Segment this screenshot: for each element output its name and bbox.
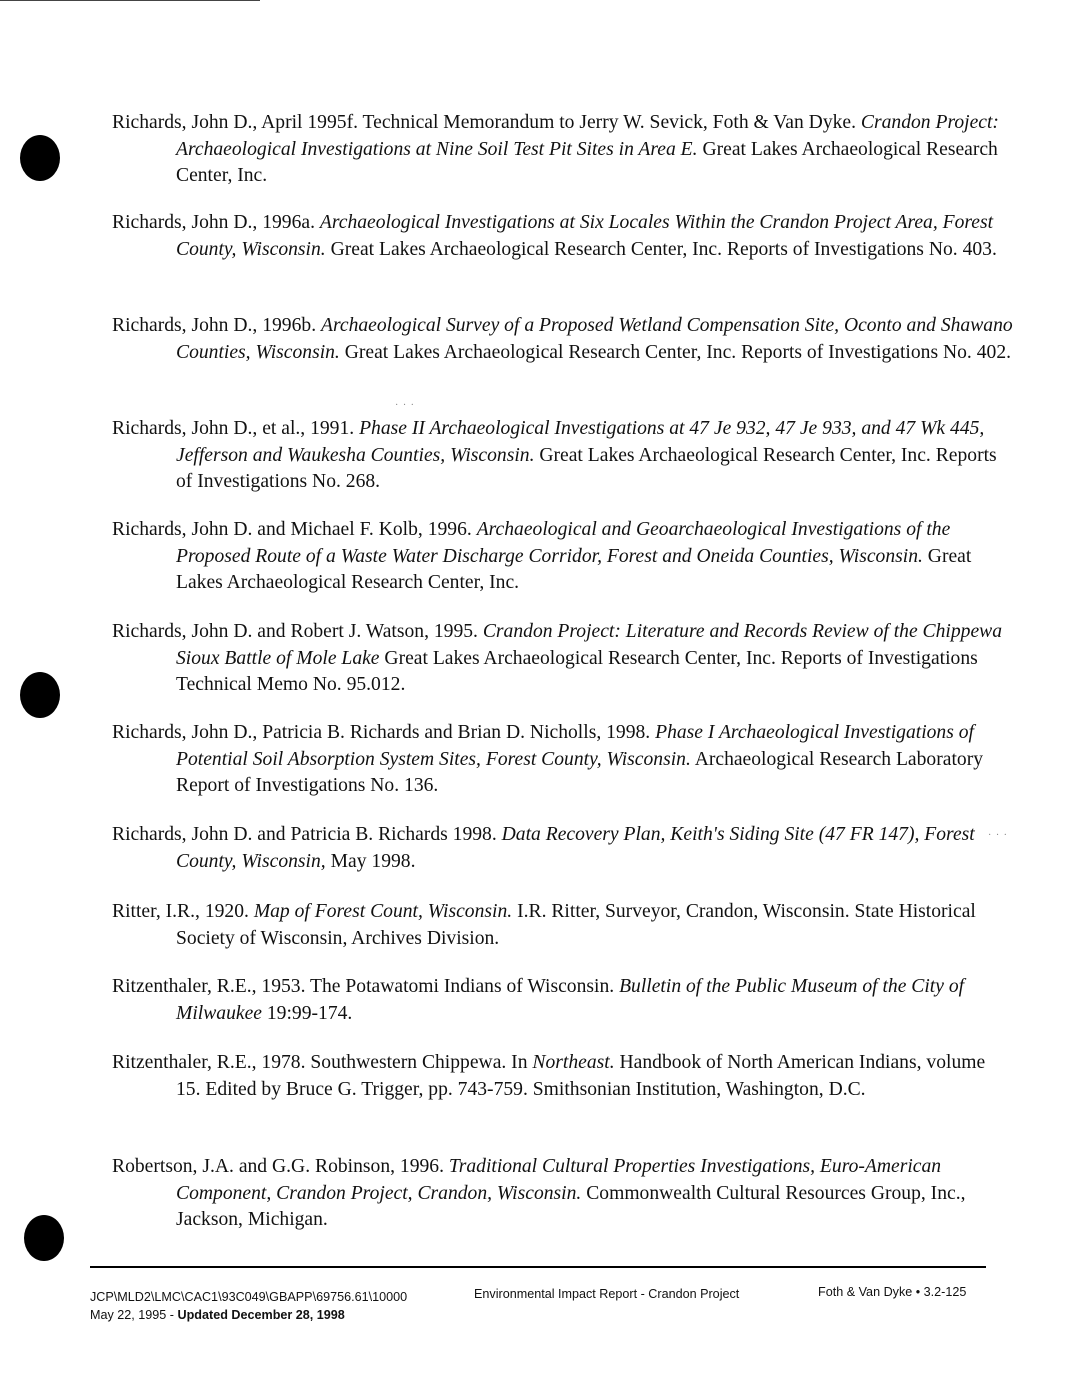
reference-entry	[112, 1154, 1014, 1234]
ref-title: Bulletin of the Public Museum of the City of Milwaukee	[176, 976, 965, 1024]
ref-publisher: May 1998.	[325, 850, 416, 872]
ref-publisher: Great Lakes Archaeological Research Center, Inc.	[176, 545, 972, 593]
ref-author-date: Richards, John D. and Robert J. Watson, 1995.	[112, 621, 483, 642]
ref-publisher: Great Lakes Archaeological Research Center, Inc. Reports of Investigations No. 268.	[176, 444, 997, 492]
ref-author-date: Ritzenthaler, R.E., 1978. Southwestern Chippewa. In	[112, 1052, 533, 1073]
ref-publisher: Great Lakes Archaeological Research Center, Inc. Reports of Investigations No. 403.	[325, 238, 997, 260]
footer-file-path: JCP\MLD2\LMC\CAC1\93C049\GBAPP\69756.61\10000	[90, 1290, 408, 1304]
ref-publisher: 19:99-174.	[261, 1002, 353, 1024]
binder-hole-top	[20, 135, 60, 181]
ref-author-date: Ritter, I.R., 1920.	[112, 901, 254, 922]
scan-speck: · · ·	[988, 830, 1008, 841]
reference-entry	[112, 313, 1014, 366]
reference-entry	[112, 720, 1014, 800]
ref-author-date: Richards, John D., April 1995f. Technical Memorandum to Jerry W. Sevick, Foth & Van Dyke.	[112, 112, 861, 133]
scan-speck: · · ·	[395, 400, 415, 411]
ref-publisher: Great Lakes Archaeological Research Center, Inc. Reports of Investigations No. 402.	[339, 341, 1012, 363]
reference-entry	[112, 210, 1014, 263]
ref-title: Map of Forest Count, Wisconsin.	[253, 901, 513, 922]
ref-title: Data Recovery Plan, Keith's Siding Site (47 FR 147), Forest County, Wisconsin,	[176, 824, 975, 872]
ref-title: Archaeological Survey of a Proposed Wetland Compensation Site, Oconto and Shawano Counties, Wisconsin.	[176, 315, 1013, 363]
reference-entry	[112, 974, 1014, 1027]
ref-publisher: Great Lakes Archaeological Research Center, Inc.	[176, 138, 998, 186]
ref-title: Traditional Cultural Properties Investigations, Euro-American Component, Crandon Project, Crandon, Wisconsin.	[176, 1156, 942, 1204]
footer-date-updated: Updated December 28, 1998	[177, 1308, 345, 1322]
ref-title: Northeast.	[532, 1052, 615, 1073]
ref-author-date: Richards, John D., 1996b.	[112, 315, 321, 336]
reference-entry	[112, 899, 1014, 952]
ref-title: Crandon Project: Literature and Records Review of the Chippewa Sioux Battle of Mole Lake	[176, 621, 1003, 669]
footer-rule	[90, 1266, 986, 1268]
footer-page-ref: Foth & Van Dyke • 3.2-125	[818, 1285, 967, 1299]
ref-publisher: Commonwealth Cultural Resources Group, Inc., Jackson, Michigan.	[176, 1182, 966, 1230]
ref-title: Crandon Project: Archaeological Investigations at Nine Soil Test Pit Sites in Area E.	[176, 112, 999, 160]
binder-hole-middle	[20, 672, 60, 718]
ref-publisher: Handbook of North American Indians, volume 15. Edited by Bruce G. Trigger, pp. 743-759. Smithsonian Institution, Washington, D.C.	[176, 1052, 986, 1100]
ref-author-date: Richards, John D., Patricia B. Richards and Brian D. Nicholls, 1998.	[112, 722, 656, 743]
ref-author-date: Richards, John D. and Patricia B. Richards 1998.	[112, 824, 502, 845]
reference-entry	[112, 1050, 1014, 1103]
reference-entry	[112, 416, 1014, 496]
ref-publisher: Archaeological Research Laboratory Report of Investigations No. 136.	[176, 748, 984, 796]
ref-author-date: Robertson, J.A. and G.G. Robinson, 1996.	[112, 1156, 449, 1177]
ref-title: Archaeological Investigations at Six Locales Within the Crandon Project Area, Forest County, Wisconsin.	[176, 212, 994, 260]
ref-author-date: Richards, John D., et al., 1991.	[112, 418, 360, 439]
ref-title: Phase II Archaeological Investigations at 47 Je 932, 47 Je 933, and 47 Wk 445, Jefferson and Waukesha Counties, Wisconsin.	[176, 418, 985, 466]
ref-author-date: Richards, John D. and Michael F. Kolb, 1996.	[112, 519, 477, 540]
footer-date-original: May 22, 1995 -	[90, 1308, 178, 1322]
reference-entry	[112, 822, 1014, 875]
reference-entry	[112, 517, 1014, 597]
ref-title: Archaeological and Geoarchaeological Investigations of the Proposed Route of a Waste Water Discharge Corridor, Forest and Oneida Counties, Wisconsin.	[176, 519, 951, 567]
footer-report-title: Environmental Impact Report - Crandon Project	[474, 1287, 740, 1301]
top-edge-rule	[0, 0, 260, 1]
ref-publisher: Great Lakes Archaeological Research Center, Inc. Reports of Investigations Technical Memo No. 95.012.	[176, 647, 978, 695]
reference-entry	[112, 619, 1014, 699]
ref-title: Phase I Archaeological Investigations of Potential Soil Absorption System Sites, Forest County, Wisconsin.	[176, 722, 974, 770]
ref-author-date: Richards, John D., 1996a.	[112, 212, 320, 233]
footer-dates	[90, 1308, 345, 1322]
reference-entry	[112, 110, 1014, 190]
ref-publisher: I.R. Ritter, Surveyor, Crandon, Wisconsin. State Historical Society of Wisconsin, Archives Division.	[176, 901, 976, 949]
ref-author-date: Ritzenthaler, R.E., 1953. The Potawatomi Indians of Wisconsin.	[112, 976, 620, 997]
binder-hole-bottom	[24, 1215, 64, 1261]
